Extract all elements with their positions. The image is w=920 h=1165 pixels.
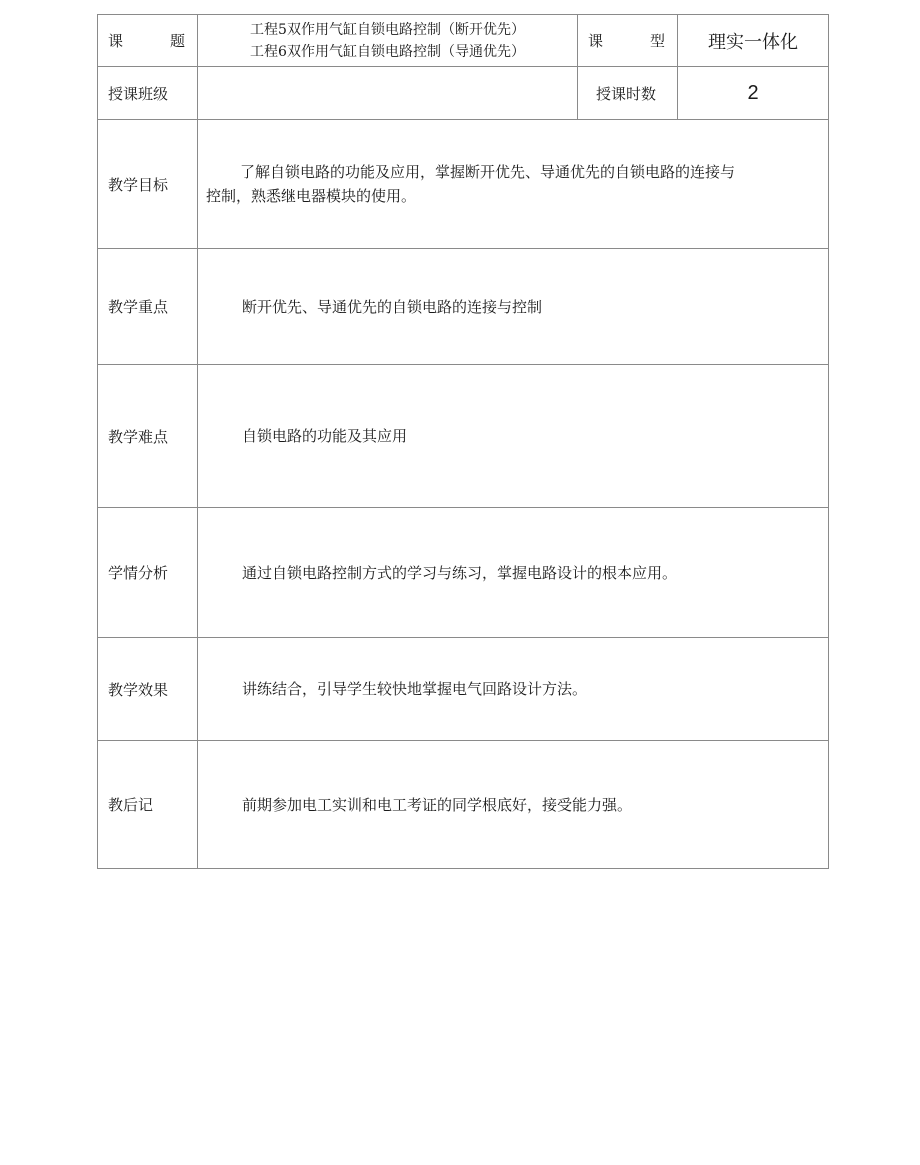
type-label-char1: 课 <box>588 32 604 50</box>
row-learner-analysis <box>98 508 829 638</box>
class-row <box>98 67 829 120</box>
reflection-text: 前期参加电工实训和电工考证的同学根底好，接受能力强。 <box>242 795 633 814</box>
topic-row <box>98 15 829 67</box>
key-points-text: 断开优先、导通优先的自锁电路的连接与控制 <box>242 297 543 316</box>
row-key-points <box>98 249 829 365</box>
difficult-points-content <box>198 365 829 508</box>
topic-label-char1: 课 <box>108 32 124 50</box>
learner-analysis-content <box>198 508 829 638</box>
teaching-goals-content <box>198 120 829 249</box>
reflection-content <box>198 741 829 869</box>
teaching-effect-content <box>198 638 829 741</box>
topic-label-char2: 题 <box>169 32 185 50</box>
row-difficult-points <box>98 365 829 508</box>
topic-line-1: 工程5双作用气缸自锁电路控制（断开优先） <box>250 21 525 38</box>
type-label-char2: 型 <box>649 32 665 50</box>
teaching-goals-label: 教学目标 <box>98 120 198 249</box>
difficult-points-label: 教学难点 <box>98 365 198 508</box>
key-points-content <box>198 249 829 365</box>
row-reflection <box>98 741 829 869</box>
topic-line-2: 工程6双作用气缸自锁电路控制（导通优先） <box>250 43 525 60</box>
row-teaching-goals <box>98 120 829 249</box>
reflection-label: 教后记 <box>98 741 198 869</box>
teaching-effect-text: 讲练结合，引导学生较快地掌握电气回路设计方法。 <box>242 680 588 698</box>
learner-analysis-label: 学情分析 <box>98 508 198 638</box>
hours-label: 授课时数 <box>578 67 678 120</box>
topic-label-cell <box>98 15 198 67</box>
difficult-points-text: 自锁电路的功能及其应用 <box>242 427 408 445</box>
teaching-goals-line-2: 控制，熟悉继电器模块的使用。 <box>206 187 417 205</box>
lesson-plan-table <box>97 14 829 869</box>
topic-value-cell <box>198 15 578 67</box>
hours-value: 2 <box>678 67 829 120</box>
lesson-plan-sheet <box>97 14 828 869</box>
row-teaching-effect <box>98 638 829 741</box>
type-label-cell <box>578 15 678 67</box>
teaching-goals-line-1: 了解自锁电路的功能及应用，掌握断开优先、导通优先的自锁电路的连接与 <box>240 163 736 181</box>
class-label: 授课班级 <box>98 67 198 120</box>
key-points-label: 教学重点 <box>98 249 198 365</box>
class-value-cell <box>198 67 578 120</box>
teaching-effect-label: 教学效果 <box>98 638 198 741</box>
learner-analysis-text: 通过自锁电路控制方式的学习与练习，掌握电路设计的根本应用。 <box>242 563 678 582</box>
type-value-cell: 理实一体化 <box>678 15 829 67</box>
